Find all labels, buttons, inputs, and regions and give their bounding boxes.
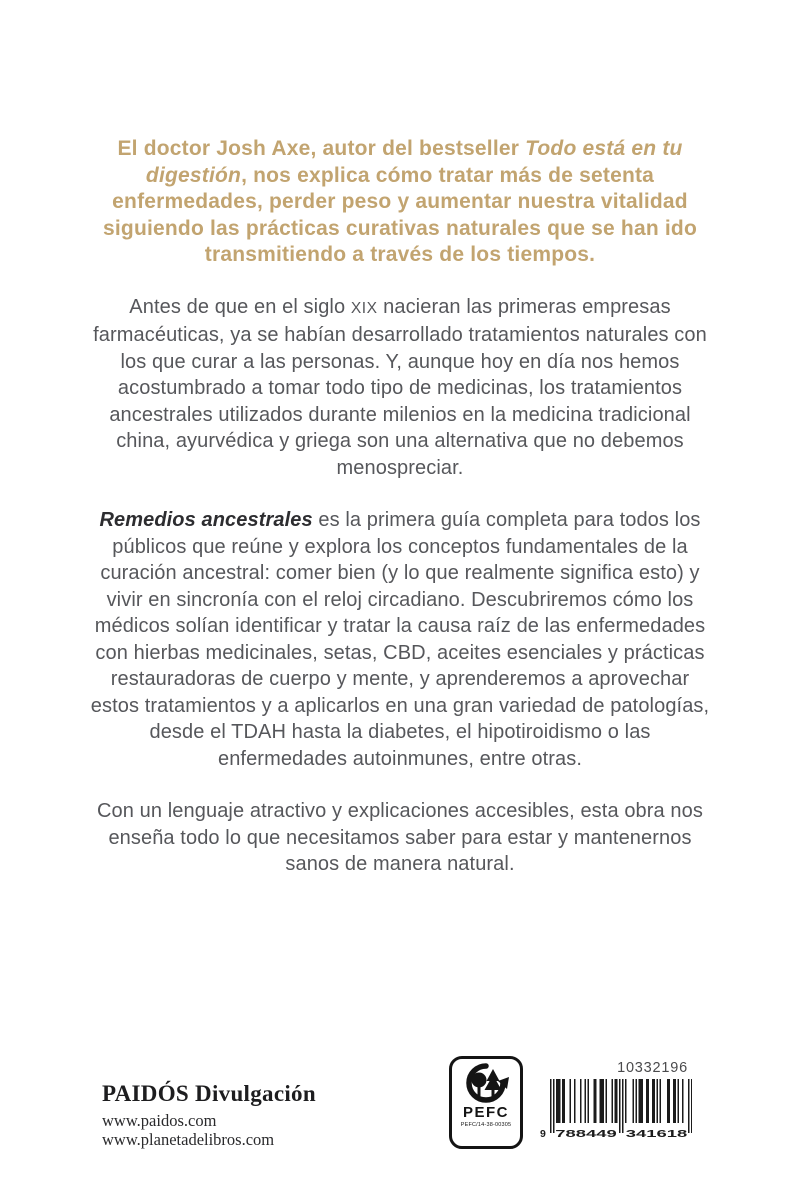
publisher-url-planetadelibros: www.planetadelibros.com [102,1130,275,1149]
headline-book-title: Todo está en tu digestión [145,137,683,187]
para1-text-1: Antes de que en el siglo [129,295,351,318]
headline-text-1: El doctor Josh Axe, autor del bestseller [117,137,526,160]
svg-text:9: 9 [540,1128,546,1140]
publisher-url-paidos: www.paidos.com [102,1111,217,1130]
pefc-label: PEFC [462,1104,509,1121]
pefc-certificate-code: PEFC/14-38-00305 [460,1122,512,1128]
product-code: 10332196 [617,1060,688,1076]
headline-paragraph [88,136,712,269]
pefc-trees-icon [460,1063,512,1105]
body-paragraph-2 [88,507,712,772]
para1-roman-numeral: XIX [350,299,378,317]
body-paragraph-3: Con un lenguaje atractivo y explicaciones accesibles, esta obra nos enseña todo lo que necesitamos saber para estar y mantenernos sanos de manera natural. [97,800,703,875]
svg-text:341618: 341618 [625,1128,688,1140]
para2-text: es la primera guía completa para todos los públicos que reúne y explora los conceptos fundamentales de la curación ancestral: comer bien (y lo que realmente significa esto) y vivir en sincronía con el reloj circadiano. Descubriremos cómo los médicos solían identificar y tratar la causa raíz de las enfermedades con hierbas medicinales, setas, CBD, aceites esenciales y prácticas restauradoras de cuerpo y mente, y aprenderemos a aprovechar estos tratamientos y a aplicarlos en una gran variedad de patologías, desde el TDAH hasta la diabetes, el hipotiroidismo o las enfermedades autoinmunes, entre otras. [90,509,710,770]
body-paragraph-1 [88,294,712,482]
blurb-column [88,136,712,904]
publisher-block [102,1081,316,1149]
headline-text-2: , nos explica cómo tratar más de setenta enfermedades, perder peso y aumentar nuestra vitalidad siguiendo las prácticas curativas naturales que se han ido transmitiendo a través de los tiempos. [103,163,697,266]
isbn-barcode [540,1079,692,1141]
pefc-certification-badge [449,1056,523,1149]
publisher-imprint: PAIDÓS Divulgación [102,1081,316,1106]
para1-text-2: nacieran las primeras empresas farmacéuticas, ya se habían desarrollado tratamientos naturales con los que curar a las personas. Y, aunque hoy en día nos hemos acostumbrado a tomar todo tipo de medicinas, los tratamientos ancestrales utilizados durante milenios en la medicina tradicional china, ayurvédica y griega son una alternativa que no debemos menospreciar. [93,295,707,479]
barcode-block [540,1060,692,1141]
svg-text:788449: 788449 [555,1128,618,1140]
para2-book-title: Remedios ancestrales [99,509,313,531]
